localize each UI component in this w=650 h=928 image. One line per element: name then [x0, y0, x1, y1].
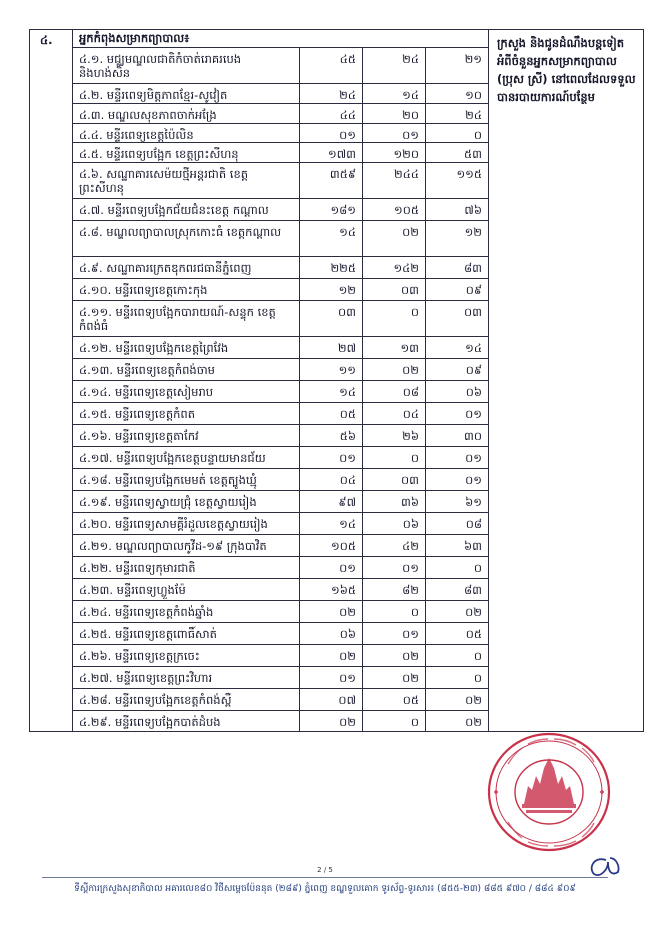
total-count: ០៦	[300, 623, 363, 645]
facility-name: ៤.៧. មន្ទីរពេទ្យបង្អែកជ័យជំនះខេត្ត កណ្តាល	[73, 199, 300, 221]
facility-name: ៤.៣. មណ្ឌលសុខភាពចាក់អង្រែ	[73, 103, 300, 123]
section-title: អ្នកកំពុងសម្រាកព្យាបាល៖	[73, 30, 489, 48]
facility-name: ៤.២៥. មន្ទីរពេទ្យខេត្តពោធិ៍សាត់	[73, 623, 300, 645]
count-column-2: ៨២	[363, 579, 426, 601]
count-column-2: ២៤	[363, 48, 426, 84]
total-count: ០២	[300, 645, 363, 667]
count-column-2: ០២	[363, 359, 426, 381]
count-column-2: ០៥	[363, 689, 426, 711]
facility-name: ៤.១១. មន្ទីរពេទ្យបង្អែកបារាយណ៍-សន្ទុក ខេត្តកំពង់ធំ	[73, 301, 300, 337]
facility-name: ៤.២៨. មន្ទីរពេទ្យបង្អែកខេត្តកំពង់ស្ពឺ	[73, 689, 300, 711]
count-column-2: ០	[363, 601, 426, 623]
total-count: ០៤	[300, 469, 363, 491]
total-count: ៤៥	[300, 48, 363, 84]
facility-name: ៤.៤. មន្ទីរពេទ្យខេត្តប៉ៃលិន	[73, 123, 300, 143]
count-column-3: ០	[426, 557, 489, 579]
facility-name: ៤.២៩. មន្ទីរពេទ្យបង្អែកបាត់ដំបង	[73, 711, 300, 732]
total-count: ០៧	[300, 689, 363, 711]
count-column-3: ០១	[426, 469, 489, 491]
total-count: ២៤	[300, 84, 363, 104]
count-column-2: ០	[363, 301, 426, 337]
total-count: ០២	[300, 711, 363, 732]
count-column-3: ០១	[426, 403, 489, 425]
footer-divider	[42, 877, 608, 878]
total-count: ១៤	[300, 381, 363, 403]
count-column-3: ៧៦	[426, 199, 489, 221]
count-column-3: ០	[426, 667, 489, 689]
facility-name: ៤.១៤. មន្ទីរពេទ្យខេត្តសៀមរាប	[73, 381, 300, 403]
facility-name: ៤.២៣. មន្ទីរពេទ្យហ្លួងម៉ែ	[73, 579, 300, 601]
total-count: ៩៧	[300, 491, 363, 513]
count-column-2: ០២	[363, 221, 426, 257]
total-count: ០២	[300, 601, 363, 623]
total-count: ៤៤	[300, 103, 363, 123]
count-column-2: ០៦	[363, 513, 426, 535]
count-column-2: ១៤២	[363, 257, 426, 279]
count-column-3: ០	[426, 645, 489, 667]
count-column-2: ៤២	[363, 535, 426, 557]
facility-name: ៤.១៩. មន្ទីរពេទ្យស្វាយជ្រុំ ខេត្តស្វាយរៀង	[73, 491, 300, 513]
page-number: 2 / 5	[317, 866, 333, 874]
count-column-2: ០៤	[363, 403, 426, 425]
facility-name: ៤.២០. មន្ទីរពេទ្យសាមគ្គីរំដួលខេត្តស្វាយរៀង	[73, 513, 300, 535]
facility-name: ៤.២៧. មន្ទីរពេទ្យខេត្តព្រះវិហារ	[73, 667, 300, 689]
count-column-2: ០២	[363, 667, 426, 689]
count-column-2: ៣៦	[363, 491, 426, 513]
count-column-2: ២៤៤	[363, 163, 426, 199]
facility-name: ៤.១០. មន្ទីរពេទ្យខេត្តកោះកុង	[73, 279, 300, 301]
section-number: ៤.	[30, 30, 73, 732]
facility-name: ៤.១. មជ្ឈមណ្ឌលជាតិកំចាត់រោគរបេង និងហង់សិន	[73, 48, 300, 84]
count-column-2: ១៤	[363, 84, 426, 104]
count-column-2: ០៨	[363, 381, 426, 403]
count-column-3: ០៩	[426, 279, 489, 301]
facility-name: ៤.២៤. មន្ទីរពេទ្យខេត្តកំពង់ឆ្នាំង	[73, 601, 300, 623]
section-header-row	[30, 30, 644, 48]
facility-name: ៤.៩. សណ្ឋាគារក្រេតឌុកពរជធានីភ្នំពេញ	[73, 257, 300, 279]
footer-address: ទីស្តីការក្រសួងសុខាភិបាល អគារលេខ៨០ វិថីសម្តេចប៉ែននុត (២៨៩) ភ្នំពេញ ខណ្ឌទួលគោក ទូរស័ព្ទ-ទូរសារ៖ (៨៥៥-២៣) ៨៨៥ ៩៧០ / ៨៨៤ ៩០៩	[74, 884, 576, 894]
total-count: ០១	[300, 557, 363, 579]
facility-name: ៤.២១. មណ្ឌលព្យាបាលកូវីដ-១៩ ក្រុងបាវិត	[73, 535, 300, 557]
total-count: ០១	[300, 667, 363, 689]
total-count: ១៤	[300, 221, 363, 257]
count-column-3: ៨៣	[426, 579, 489, 601]
count-column-2: ០១	[363, 123, 426, 143]
count-column-3: ០	[426, 123, 489, 143]
count-column-3: ៣០	[426, 425, 489, 447]
total-count: ២២៥	[300, 257, 363, 279]
count-column-3: ៦១	[426, 491, 489, 513]
total-count: ១០៥	[300, 535, 363, 557]
data-table	[29, 29, 644, 732]
total-count: ១៧៣	[300, 143, 363, 163]
facility-name: ៤.៦. សណ្ឋាគារសេម៉យថ្មីអន្តរជាតិ ខេត្តព្រះសីហនុ	[73, 163, 300, 199]
total-count: ១៦៥	[300, 579, 363, 601]
count-column-3: ១១៥	[426, 163, 489, 199]
facility-name: ៤.២៦. មន្ទីរពេទ្យខេត្តក្រចេះ	[73, 645, 300, 667]
count-column-3: ០៩	[426, 359, 489, 381]
count-column-2: ០	[363, 711, 426, 732]
count-column-3: ២៤	[426, 103, 489, 123]
total-count: ១១	[300, 359, 363, 381]
count-column-2: ២០	[363, 103, 426, 123]
count-column-2: ១២០	[363, 143, 426, 163]
total-count: ៣៥៩	[300, 163, 363, 199]
facility-name: ៤.១៧. មន្ទីរពេទ្យបង្អែកខេត្តបន្ទាយមានជ័យ	[73, 447, 300, 469]
facility-name: ៤.១៨. មន្ទីរពេទ្យបង្អែកមេមត់ ខេត្តត្បូងឃ្មុំ	[73, 469, 300, 491]
count-column-3: ៥៣	[426, 143, 489, 163]
facility-name: ៤.២២. មន្ទីរពេទ្យកុមារជាតិ	[73, 557, 300, 579]
total-count: ០១	[300, 123, 363, 143]
total-count: ៥៦	[300, 425, 363, 447]
count-column-2: ០១	[363, 623, 426, 645]
official-seal	[484, 728, 614, 856]
count-column-3: ០២	[426, 711, 489, 732]
facility-name: ៤.១៥. មន្ទីរពេទ្យខេត្តកំពត	[73, 403, 300, 425]
count-column-3: ០៣	[426, 301, 489, 337]
count-column-2: ០៣	[363, 469, 426, 491]
count-column-2: ២៦	[363, 425, 426, 447]
facility-name: ៤.៥. មន្ទីរពេទ្យបង្អែក ខេត្តព្រះសីហនុ	[73, 143, 300, 163]
count-column-3: ០២	[426, 601, 489, 623]
count-column-2: ០២	[363, 645, 426, 667]
count-column-3: ១៤	[426, 337, 489, 359]
count-column-2: ០	[363, 447, 426, 469]
total-count: ២៧	[300, 337, 363, 359]
count-column-3: ០១	[426, 447, 489, 469]
facility-name: ៤.៨. មណ្ឌលព្យាបាលស្រុកកោះធំ ខេត្តកណ្តាល	[73, 221, 300, 257]
count-column-2: ១៣	[363, 337, 426, 359]
total-count: ០៥	[300, 403, 363, 425]
facility-name: ៤.១៦. មន្ទីរពេទ្យខេត្តតាកែវ	[73, 425, 300, 447]
count-column-3: ១០	[426, 84, 489, 104]
total-count: ១៨១	[300, 199, 363, 221]
count-column-3: ០២	[426, 689, 489, 711]
facility-name: ៤.១២. មន្ទីរពេទ្យបង្អែកខេត្តព្រៃវែង	[73, 337, 300, 359]
count-column-3: ៨៣	[426, 257, 489, 279]
total-count: ១២	[300, 279, 363, 301]
count-column-3: ២១	[426, 48, 489, 84]
note-text: ក្រសួង និងជូនដំណឹងបន្តទៀតអំពីចំនួនអ្នកសម្រាកព្យាបាល (ប្រុស ស្រី) នៅពេលដែលទទួលបានរបាយការណ៍បន្ថែម	[489, 30, 644, 732]
count-column-2: ០៣	[363, 279, 426, 301]
count-column-2: ១០៥	[363, 199, 426, 221]
total-count: ០៣	[300, 301, 363, 337]
count-column-2: ០១	[363, 557, 426, 579]
count-column-3: ០៥	[426, 623, 489, 645]
total-count: ០១	[300, 447, 363, 469]
count-column-3: ០៦	[426, 381, 489, 403]
count-column-3: ៦៣	[426, 535, 489, 557]
facility-name: ៤.១៣. មន្ទីរពេទ្យខេត្តកំពង់ចាម	[73, 359, 300, 381]
count-column-3: ០៨	[426, 513, 489, 535]
total-count: ១៤	[300, 513, 363, 535]
count-column-3: ១២	[426, 221, 489, 257]
facility-name: ៤.២. មន្ទីរពេទ្យមិត្តភាពខ្មែរ-សូវៀត	[73, 84, 300, 104]
